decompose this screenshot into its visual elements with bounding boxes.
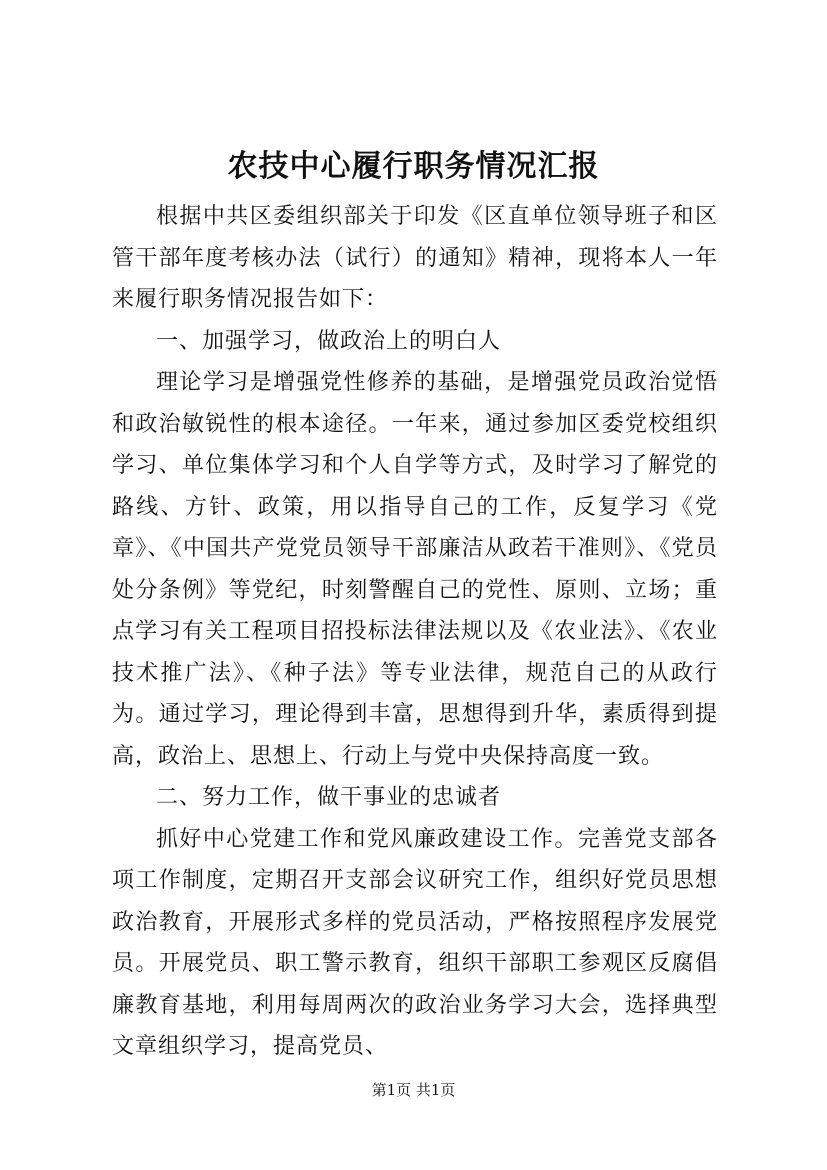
paragraph-intro: 根据中共区委组织部关于印发《区直单位领导班子和区管干部年度考核办法（试行）的通知》精神，现将本人一年来履行职务情况报告如下： (112, 204, 718, 312)
section-heading-2: 二、努力工作，做干事业的忠诚者 (156, 785, 502, 810)
section-heading-1: 一、加强学习，做政治上的明白人 (156, 328, 502, 354)
paragraph-party-building: 抓好中心党建工作和党风廉政建设工作。完善党支部各项工作制度，定期召开支部会议研究工作，组织好党员思想政治教育，开展形式多样的党员活动，严格按照程序发展党员。开展党员、职工警示教育，组织干部职工参观区反腐倡廉教育基地，利用每周两次的政治业务学习大会，选择典型文章组织学习，提高党员、 (112, 826, 718, 1059)
page-number: 第1页 共1页 (371, 1081, 456, 1099)
paragraph-study: 理论学习是增强党性修养的基础，是增强党员政治觉悟和政治敏锐性的根本途径。一年来，通过参加区委党校组织学习、单位集体学习和个人自学等方式，及时学习了解党的路线、方针、政策，用以指导自己的工作，反复学习《党章》、《中国共产党党员领导干部廉洁从政若干准则》、《党员处分条例》等党纪，时刻警醒自己的党性、原则、立场；重点学习有关工程项目招投标法律法规以及《农业法》、《农业技术推广法》、《种子法》等专业法律，规范自己的从政行为。通过学习，理论得到丰富，思想得到升华，素质得到提高，政治上、思想上、行动上与党中央保持高度一致。 (112, 370, 718, 769)
document-title: 农技中心履行职务情况汇报 (227, 149, 600, 184)
document-body (112, 196, 718, 1068)
